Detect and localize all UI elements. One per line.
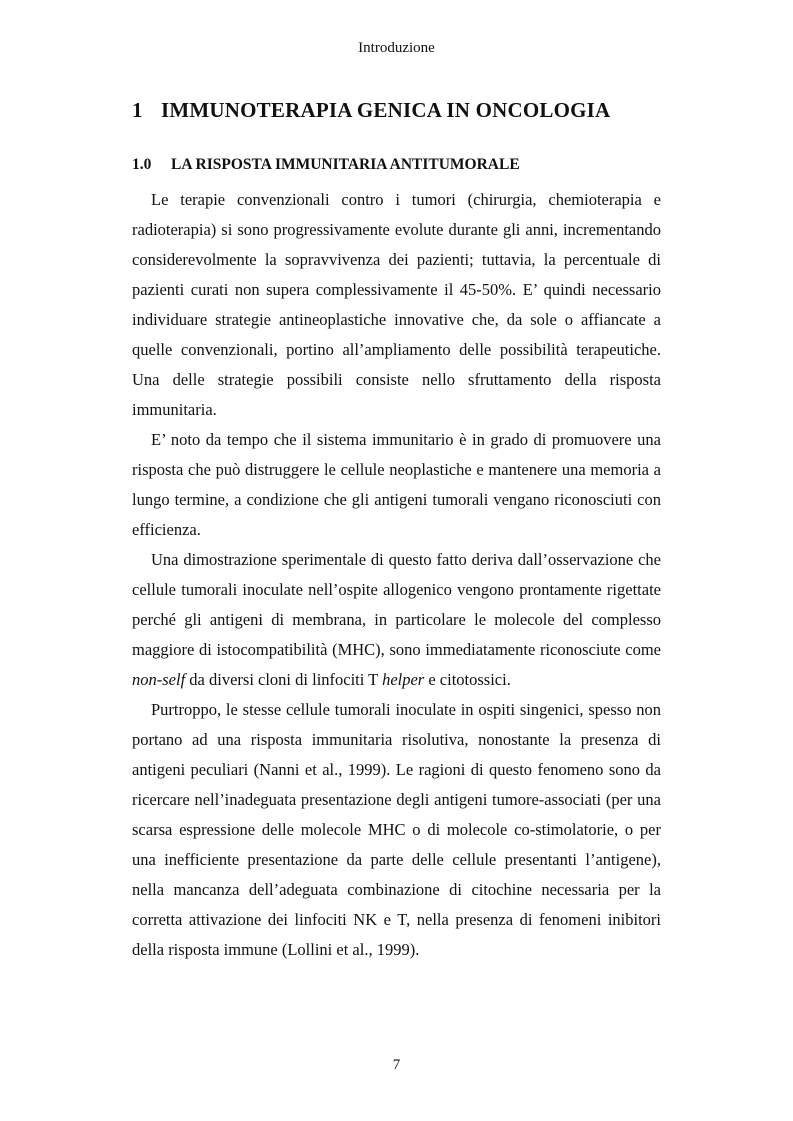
paragraph-1: Le terapie convenzionali contro i tumori (chirurgia, chemioterapia e radioterapia) si sono progressivamente evolute durante gli anni, incrementando considerevolmente la sopravvivenza dei pazienti; tuttavia, la percentuale di pazienti curati non supera complessivamente il 45-50%. E’ quindi necessario individuare strategie antineoplastiche innovative che, da sole o affiancate a quelle convenzionali, portino all’ampliamento delle possibilità terapeutiche. Una delle strategie possibili consiste nello sfruttamento della risposta immunitaria. [132, 190, 661, 419]
section-heading [132, 156, 672, 174]
term-non-self: non-self [132, 670, 186, 689]
page-number: 7 [392, 1057, 401, 1073]
section-number: 1.0 [132, 156, 152, 173]
running-header: Introduzione [358, 40, 435, 56]
paragraph-4: Purtroppo, le stesse cellule tumorali inoculate in ospiti singenici, spesso non portano ad una risposta immunitaria risolutiva, nonostante la presenza di antigeni peculiari (Nanni et al., 1999). Le ragioni di questo fenomeno sono da ricercare nell’inadeguata presentazione degli antigeni tumore-associati (per una scarsa espressione delle molecole MHC o di molecole co-stimolatorie, o per una inefficiente presentazione da parte delle cellule presentanti l’antigene), nella mancanza dell’adeguata combinazione di citochine necessaria per la corretta attivazione dei linfociti NK e T, nella presenza di fenomeni inibitori della risposta immune (Lollini et al., 1999). [132, 700, 661, 959]
chapter-title-text: IMMUNOTERAPIA GENICA IN ONCOLOGIA [161, 98, 611, 122]
paragraph-3-text-b: da diversi cloni di linfociti T [185, 670, 383, 689]
term-helper: helper [382, 670, 425, 689]
chapter-heading [132, 98, 672, 123]
paragraph-2: E’ noto da tempo che il sistema immunitario è in grado di promuovere una risposta che può distruggere le cellule neoplastiche e mantenere una memoria a lungo termine, a condizione che gli antigeni tumorali vengano riconosciuti con efficienza. [132, 430, 661, 539]
paragraph-3-text-c: e citotossici. [424, 670, 511, 689]
paragraph-3-text-a: Una dimostrazione sperimentale di questo fatto deriva dall’osservazione che cellule tumorali inoculate nell’ospite allogenico vengono prontamente rigettate perché gli antigeni di membrana, in particolare le molecole del complesso maggiore di istocompatibilità (MHC), sono immediatamente riconosciute come [132, 550, 661, 659]
chapter-number: 1 [132, 98, 143, 122]
section-title-text: LA RISPOSTA IMMUNITARIA ANTITUMORALE [171, 156, 520, 173]
body-text [132, 185, 661, 965]
paragraph-3 [132, 545, 661, 695]
